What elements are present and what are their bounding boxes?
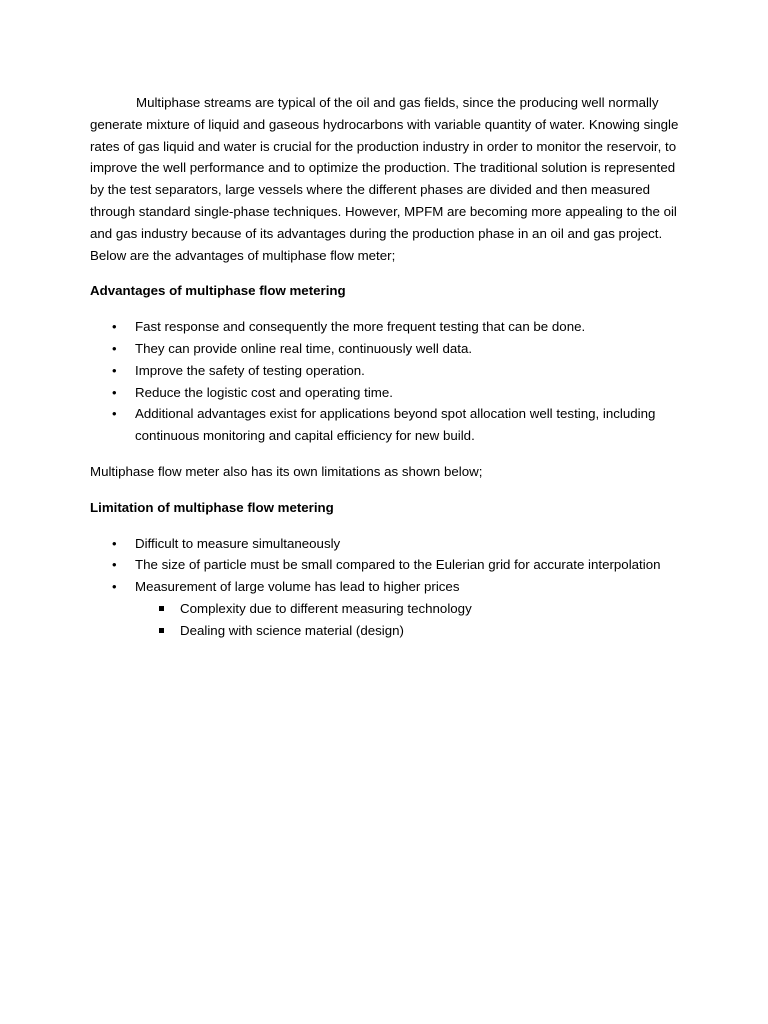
list-item xyxy=(90,316,680,338)
list-item-text: Reduce the logistic cost and operating time. xyxy=(135,384,393,400)
bullet-icon: • xyxy=(112,535,117,551)
list-item xyxy=(90,382,680,404)
advantages-list xyxy=(90,316,680,447)
list-item-text: The size of particle must be small compared to the Eulerian grid for accurate interpolation xyxy=(135,557,661,573)
square-bullet-icon xyxy=(159,628,164,633)
bullet-icon: • xyxy=(112,406,117,422)
intro-paragraph: Multiphase streams are typical of the oil and gas fields, since the producing well normally generate mixture of liquid and gaseous hydrocarbons with variable quantity of water. Knowing single rates of gas liquid and water is crucial for the production industry in order to monitor the reservoir, to improve the well performance and to optimize the production. The traditional solution is represented by the test separators, large vessels where the different phases are divided and then measured through standard single-phase techniques. However, MPFM are becoming more appealing to the oil and gas industry because of its advantages during the production phase in an oil and gas project. Below are the advantages of multiphase flow meter; xyxy=(90,95,679,263)
list-item-text: Additional advantages exist for applications beyond spot allocation well testing, including continuous monitoring and capital efficiency for new build. xyxy=(135,406,656,444)
list-item-text: Fast response and consequently the more frequent testing that can be done. xyxy=(135,319,586,335)
bullet-icon: • xyxy=(112,362,117,378)
list-item-text: Measurement of large volume has lead to higher prices xyxy=(135,579,460,595)
transition-paragraph: Multiphase flow meter also has its own limitations as shown below; xyxy=(90,463,483,479)
list-item xyxy=(90,338,680,360)
list-item xyxy=(90,533,680,555)
bullet-icon: • xyxy=(112,384,117,400)
square-bullet-icon xyxy=(159,606,164,611)
bullet-icon: • xyxy=(112,557,117,573)
bullet-icon: • xyxy=(112,319,117,335)
list-item-text: They can provide online real time, continuously well data. xyxy=(135,340,473,356)
limitations-heading: Limitation of multiphase flow metering xyxy=(90,499,334,515)
list-item xyxy=(90,576,680,641)
sub-list xyxy=(135,598,680,642)
sub-list-item xyxy=(135,620,680,642)
sub-list-item-text: Dealing with science material (design) xyxy=(180,622,404,638)
limitations-list xyxy=(90,533,680,642)
bullet-icon: • xyxy=(112,340,117,356)
sub-list-item-text: Complexity due to different measuring technology xyxy=(180,600,472,616)
list-item xyxy=(90,554,680,576)
advantages-heading: Advantages of multiphase flow metering xyxy=(90,283,346,299)
list-item xyxy=(90,360,680,382)
list-item-text: Difficult to measure simultaneously xyxy=(135,535,341,551)
document-page xyxy=(90,92,680,656)
list-item xyxy=(90,403,680,447)
sub-list-item xyxy=(135,598,680,620)
bullet-icon: • xyxy=(112,579,117,595)
list-item-text: Improve the safety of testing operation. xyxy=(135,362,365,378)
